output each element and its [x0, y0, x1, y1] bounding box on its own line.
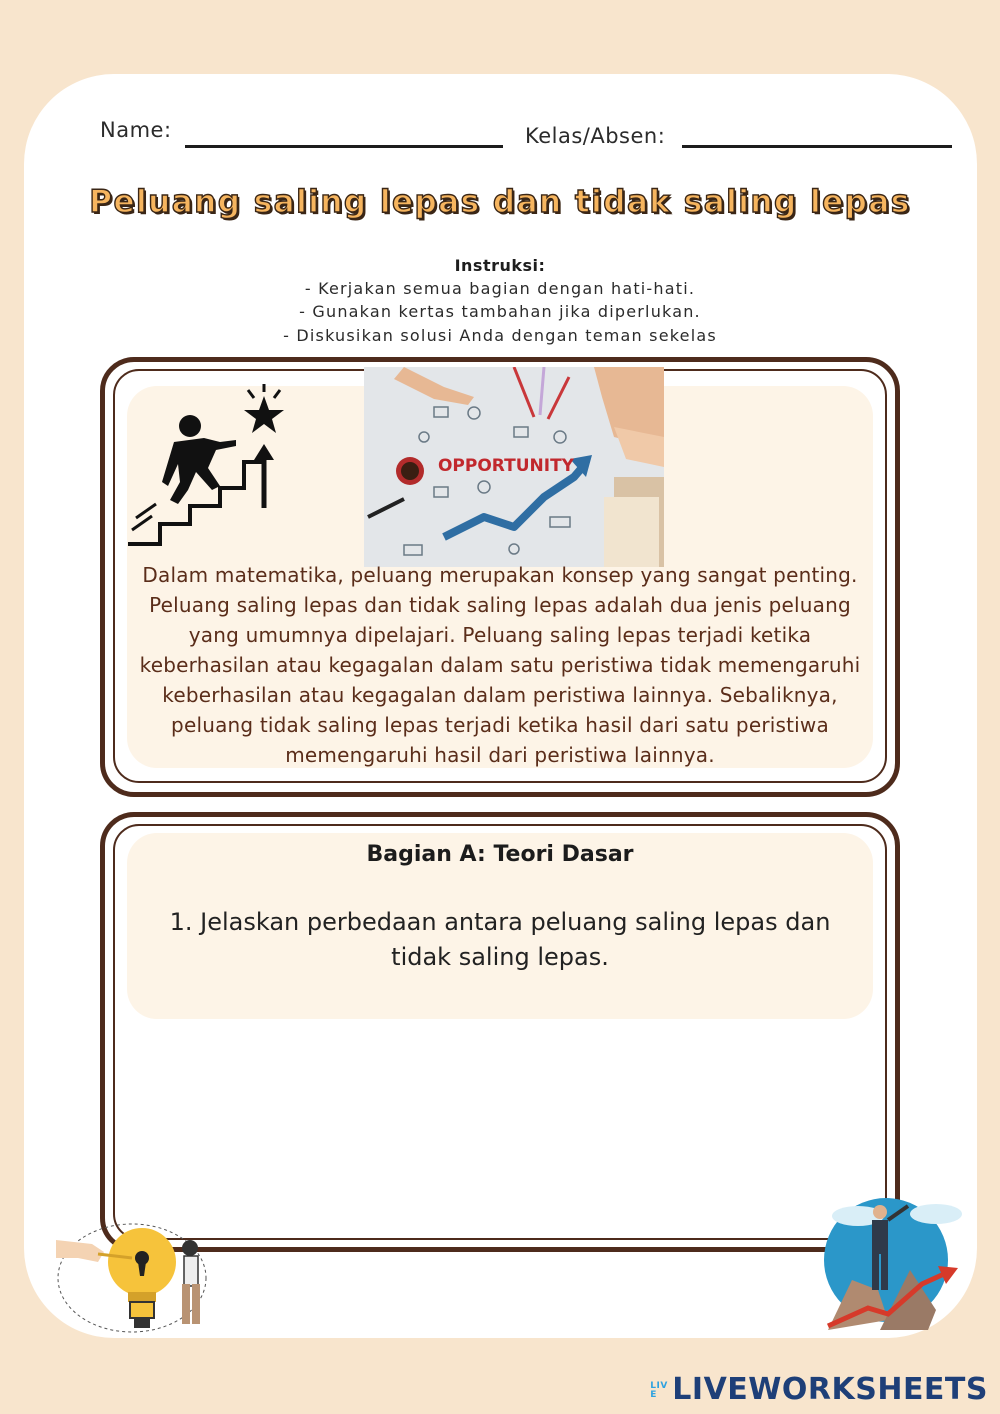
brand-name: LIVEWORKSHEETS [672, 1372, 988, 1407]
stairs-success-icon [124, 382, 289, 550]
brand-mark: LIVE [650, 1380, 668, 1400]
section-a-title: Bagian A: Teori Dasar [366, 842, 634, 867]
opportunity-photo-text: OPPORTUNITY [437, 456, 575, 476]
instruction-line: - Diskusikan solusi Anda dengan teman sekelas [283, 326, 717, 345]
name-input-line[interactable] [185, 145, 503, 148]
class-input-line[interactable] [682, 145, 952, 148]
name-label: Name: [100, 118, 172, 142]
opportunity-photo [364, 367, 664, 567]
mountain-climber-illustration [818, 1180, 968, 1330]
question-1: 1. Jelaskan perbedaan antara peluang saling lepas dan tidak saling lepas. [169, 908, 831, 971]
liveworksheets-logo [650, 1372, 988, 1407]
class-label: Kelas/Absen: [525, 124, 666, 148]
instruction-line: - Kerjakan semua bagian dengan hati-hati. [304, 279, 696, 298]
worksheet-title: Peluang saling lepas dan tidak saling lepas [89, 184, 911, 220]
lightbulb-key-illustration [52, 1218, 212, 1336]
instructions-heading: Instruksi: [454, 256, 546, 275]
answer-area[interactable] [130, 1030, 870, 1230]
instruction-line: - Gunakan kertas tambahan jika diperlukan. [299, 302, 701, 321]
intro-paragraph: Dalam matematika, peluang merupakan konsep yang sangat penting. Peluang saling lepas dan tidak saling lepas adalah dua jenis peluang yang umumnya dipelajari. Peluang saling lepas terjadi ketika keberhasilan atau kegagalan dalam satu peristiwa tidak memengaruhi keberhasilan atau kegagalan dalam peristiwa lainnya. Sebaliknya, peluang tidak saling lepas terjadi ketika hasil dari satu peristiwa memengaruhi hasil dari peristiwa lainnya. [139, 563, 861, 767]
name-row [100, 118, 960, 158]
